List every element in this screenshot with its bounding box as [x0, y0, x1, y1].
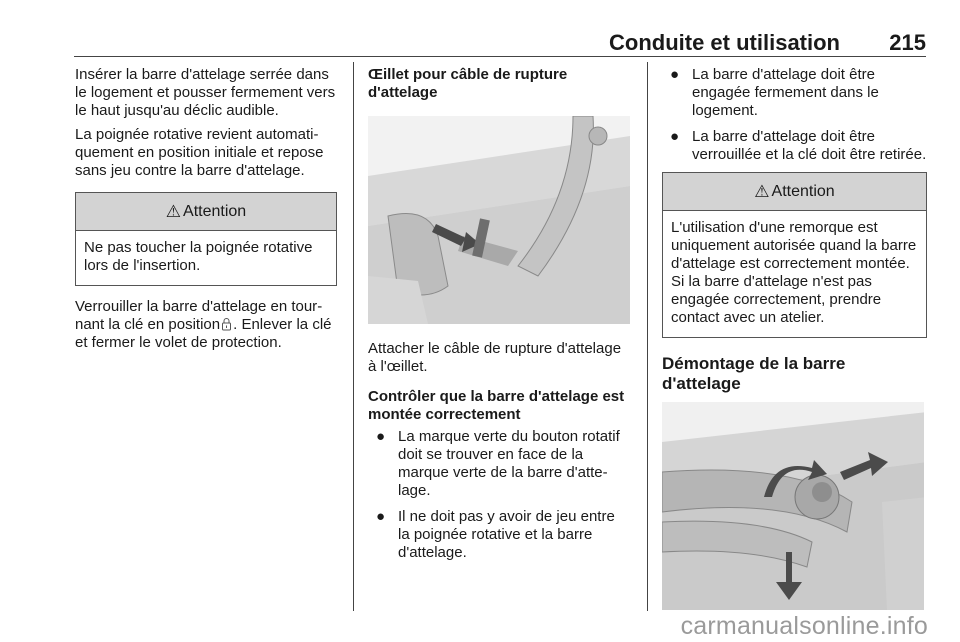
- column-middle: [368, 66, 630, 570]
- column-divider: [647, 62, 648, 611]
- page-number: 215: [889, 30, 926, 55]
- removal-illustration: [662, 402, 924, 610]
- bullet-list: [662, 66, 927, 164]
- bullet-list: [368, 428, 630, 562]
- attention-text: Ne pas toucher la poignée rotative lors de l'insertion.: [84, 239, 313, 274]
- column-left: [75, 66, 337, 358]
- warning-triangle-icon: ⚠: [754, 181, 770, 201]
- column-right: [662, 66, 927, 610]
- paragraph-text: Verrouiller la barre d'attelage en tournant la clé en position: [75, 298, 323, 333]
- lock-icon: [221, 317, 232, 331]
- page-header: [74, 30, 926, 54]
- list-item-text: La barre d'attelage doit être engagée fermement dans le logement.: [692, 66, 879, 119]
- bullet-icon: ●: [376, 428, 386, 445]
- list-item: [368, 508, 630, 562]
- list-item-text: Il ne doit pas y avoir de jeu entre la poignée rotative et la barre d'attelage.: [398, 508, 615, 561]
- eyelet-illustration: [368, 116, 630, 324]
- watermark: carmanualsonline.info: [680, 612, 928, 640]
- attention-text: L'utilisation d'une remorque est uniquement autorisée quand la barre d'attelage est correctement montée. Si la barre d'attelage n'est pas engagée correctement, prendre contact avec un atelier.: [671, 219, 917, 326]
- bullet-icon: ●: [670, 66, 680, 83]
- paragraph: Insérer la barre d'attelage serrée dans le logement et pousser fermement vers le haut jusqu'au déclic audible.: [75, 66, 336, 119]
- attention-box: [662, 172, 927, 338]
- column-divider: [353, 62, 354, 611]
- figure-removal: [662, 402, 924, 610]
- section-heading: Démontage de la barre d'attelage: [662, 354, 846, 393]
- list-item: [662, 66, 927, 120]
- section-title: Conduite et utilisation: [609, 30, 840, 55]
- figure-caption: Attacher le câble de rupture d'attelage à l'œillet.: [368, 340, 622, 375]
- bullet-icon: ●: [376, 508, 386, 525]
- list-item: [368, 428, 630, 500]
- bullet-icon: ●: [670, 128, 680, 145]
- warning-triangle-icon: ⚠: [165, 201, 182, 221]
- section-heading: Œillet pour câble de rupture d'attelage: [368, 66, 568, 101]
- paragraph: La poignée rotative revient automatiquement en position initiale et repose sans jeu contre la barre d'attelage.: [75, 126, 324, 179]
- section-heading: Contrôler que la barre d'attelage est montée correctement: [368, 388, 625, 423]
- attention-title: Attention: [183, 202, 247, 220]
- attention-title: Attention: [771, 182, 835, 200]
- figure-eyelet: [368, 116, 630, 324]
- list-item-text: La marque verte du bouton rotatif doit se trouver en face de la marque verte de la barre d'attelage.: [398, 428, 620, 499]
- header-rule: [74, 56, 926, 57]
- list-item-text: La barre d'attelage doit être verrouillée et la clé doit être retirée.: [692, 128, 927, 163]
- list-item: [662, 128, 927, 164]
- attention-header: [76, 193, 336, 231]
- paragraph-text: . Enlever la clé et fermer le volet de protection.: [75, 316, 332, 351]
- paragraph: [75, 298, 337, 352]
- attention-box: [75, 192, 337, 286]
- attention-header: [663, 173, 926, 211]
